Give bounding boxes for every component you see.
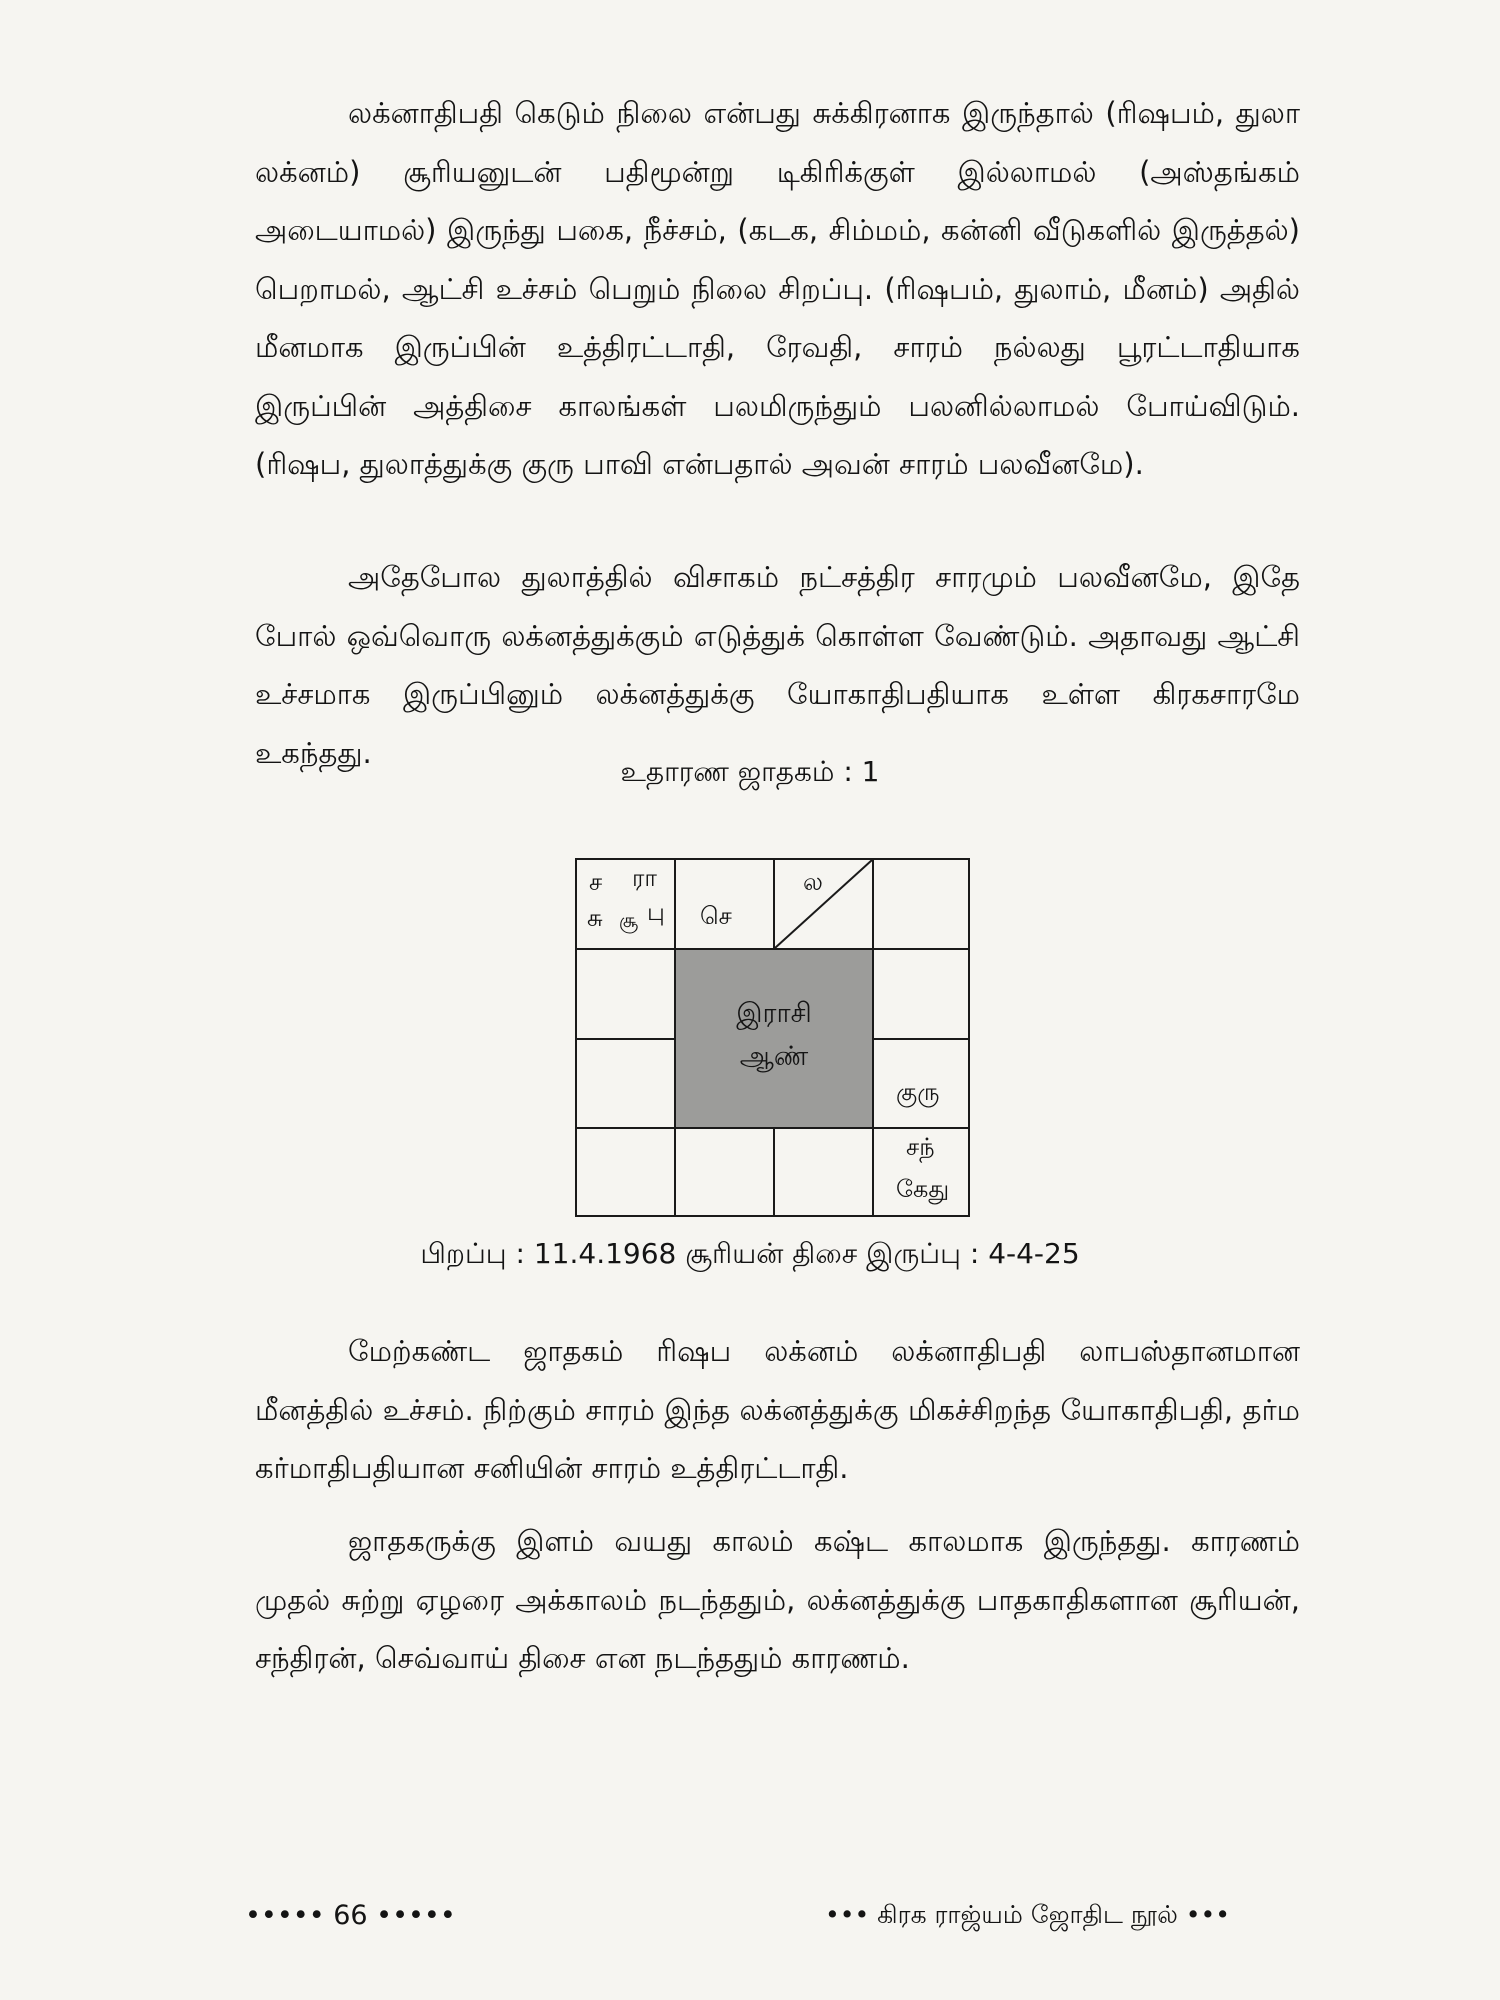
- paragraph-3: மேற்கண்ட ஜாதகம் ரிஷப லக்னம் லக்னாதிபதி லாபஸ்தானமான மீனத்தில் உச்சம். நிற்கும் சாரம் இந்த லக்னத்துக்கு மிகச்சிறந்த யோகாதிபதி, தர்ம கர்மாதிபதியான சனியின் சாரம் உத்திரட்டாதி.: [255, 1334, 1300, 1485]
- chart-cell-1: [575, 858, 676, 950]
- planet-san: சந்: [906, 1133, 935, 1161]
- planet-sa: ச: [589, 868, 603, 896]
- chart-cell-11: [575, 1038, 676, 1129]
- chart-center-rasi: [674, 948, 874, 1129]
- lagna-label: ல: [803, 868, 823, 896]
- book-title-footer: ••• கிரக ராஜ்யம் ஜோதிட நூல் •••: [825, 1900, 1231, 1929]
- center-gender-label: ஆண்: [739, 1041, 809, 1072]
- chart-cell-lagna: [773, 858, 874, 950]
- birth-details: பிறப்பு : 11.4.1968 சூரியன் திசை இருப்பு : 4-4-25: [420, 1237, 1080, 1270]
- horoscope-chart: [575, 858, 970, 1217]
- chart-cell-10: [575, 1127, 676, 1217]
- paragraph-4: ஜாதகருக்கு இளம் வயது காலம் கஷ்ட காலமாக இருந்தது. காரணம் முதல் சுற்று ஏழரை அக்காலம் நடந்ததும், லக்னத்துக்கு பாதகாதிகளான சூரியன், சந்திரன், செவ்வாய் திசை என நடந்ததும் காரணம்.: [255, 1524, 1300, 1675]
- lagna-diagonal-line: [775, 860, 872, 948]
- chart-cell-4: [872, 858, 970, 950]
- chart-cell-9: [674, 1127, 775, 1217]
- planet-raa: ரா: [632, 864, 657, 892]
- planet-pu: பு: [647, 898, 665, 926]
- chart-cell-8: [773, 1127, 874, 1217]
- planet-su: சு: [587, 904, 603, 932]
- chart-cell-san-kethu: [872, 1127, 970, 1217]
- example-chart-title: உதாரண ஜாதகம் : 1: [620, 755, 880, 788]
- chart-cell-2: [674, 858, 775, 950]
- paragraph-1: லக்னாதிபதி கெடும் நிலை என்பது சுக்கிரனாக இருந்தால் (ரிஷபம், துலா லக்னம்) சூரியனுடன் பதிமூன்று டிகிரிக்குள் இல்லாமல் (அஸ்தங்கம் அடையாமல்) இருந்து பகை, நீச்சம், (கடக, சிம்மம், கன்னி வீடுகளில் இருத்தல்) பெறாமல், ஆட்சி உச்சம் பெறும் நிலை சிறப்பு. (ரிஷபம், துலாம், மீனம்) அதில் மீனமாக இருப்பின் உத்திரட்டாதி, ரேவதி, சாரம் நல்லது பூரட்டாதியாக இருப்பின் அத்திசை காலங்கள் பலமிருந்தும் பலனில்லாமல் போய்விடும். (ரிஷப, துலாத்துக்கு குரு பாவி என்பதால் அவன் சாரம் பலவீனமே).: [255, 96, 1300, 481]
- paragraph-2: அதேபோல துலாத்தில் விசாகம் நட்சத்திர சாரமும் பலவீனமே, இதே போல் ஒவ்வொரு லக்னத்துக்கும் எடுத்துக் கொள்ள வேண்டும். அதாவது ஆட்சி உச்சமாக இருப்பினும் லக்னத்துக்கு யோகாதிபதியாக உள்ள கிரகசாரமே உகந்தது.: [255, 560, 1300, 770]
- planet-soo: சூ: [619, 908, 639, 932]
- chart-cell-12: [575, 948, 676, 1040]
- center-rasi-label: இராசி: [736, 998, 812, 1029]
- chart-cell-guru: [872, 1038, 970, 1129]
- page-number: ••••• 66 •••••: [245, 1900, 456, 1931]
- planet-kethu: கேது: [896, 1175, 950, 1203]
- chart-cell-5: [872, 948, 970, 1040]
- planet-se: செ: [700, 902, 732, 930]
- planet-guru: குரு: [896, 1078, 940, 1106]
